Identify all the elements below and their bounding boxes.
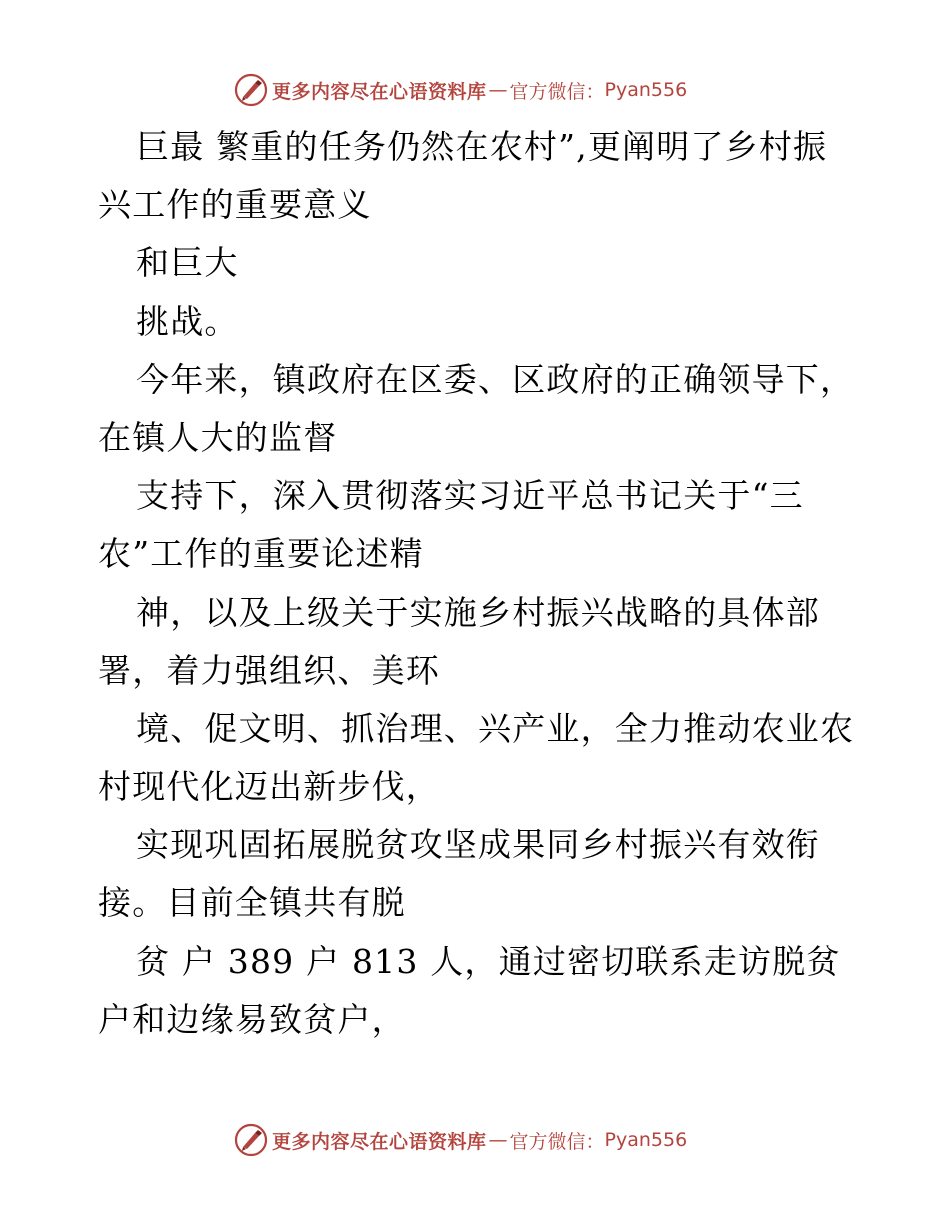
text-line: 巨最 繁重的任务仍然在农村”,更阐明了乡村振: [136, 127, 828, 166]
watermark-contact-id: Pyan556: [604, 1129, 688, 1151]
text-line: 境、促文明、抓治理、兴产业，全力推动农业农: [136, 708, 855, 748]
watermark-contact-id: Pyan556: [604, 79, 688, 101]
text-line: 今年来，镇政府在区委、区政府的正确领导下，: [136, 359, 855, 399]
header-watermark: [234, 72, 687, 108]
text-line: 贫 户 389 户 813 人，通过密切联系走访脱贫: [136, 941, 841, 981]
text-line: 挑战。: [136, 301, 239, 341]
text-line: 署，着力强组织、美环: [98, 650, 440, 690]
document-body: [98, 118, 858, 1049]
watermark-contact-label: 官方微信：: [509, 1130, 605, 1153]
pen-logo-icon: [234, 73, 268, 107]
text-line: 兴工作的重要意义: [98, 185, 372, 225]
text-line: 支持下，深入贯彻落实习近平总书记关于“三: [136, 476, 804, 516]
text-line: 户和边缘易致贫户，: [98, 999, 406, 1039]
text-line: 农”工作的重要论述精: [98, 534, 424, 574]
pen-logo-icon: [234, 1123, 268, 1157]
text-line: 实现巩固拓展脱贫攻坚成果同乡村振兴有效衔: [136, 825, 820, 865]
watermark-text: 更多内容尽在心语资料库: [272, 1130, 487, 1153]
watermark-contact-label: 官方微信：: [509, 80, 605, 103]
text-line: 神，以及上级关于实施乡村振兴战略的具体部: [136, 592, 820, 632]
footer-watermark: [234, 1122, 687, 1158]
text-line: 在镇人大的监督: [98, 417, 338, 457]
watermark-dash: —: [488, 79, 508, 101]
text-line: 村现代化迈出新步伐，: [98, 767, 440, 807]
watermark-text: 更多内容尽在心语资料库: [272, 80, 487, 103]
text-line: 和巨大: [136, 243, 239, 283]
text-line: 接。目前全镇共有脱: [98, 883, 406, 923]
watermark-dash: —: [488, 1129, 508, 1151]
